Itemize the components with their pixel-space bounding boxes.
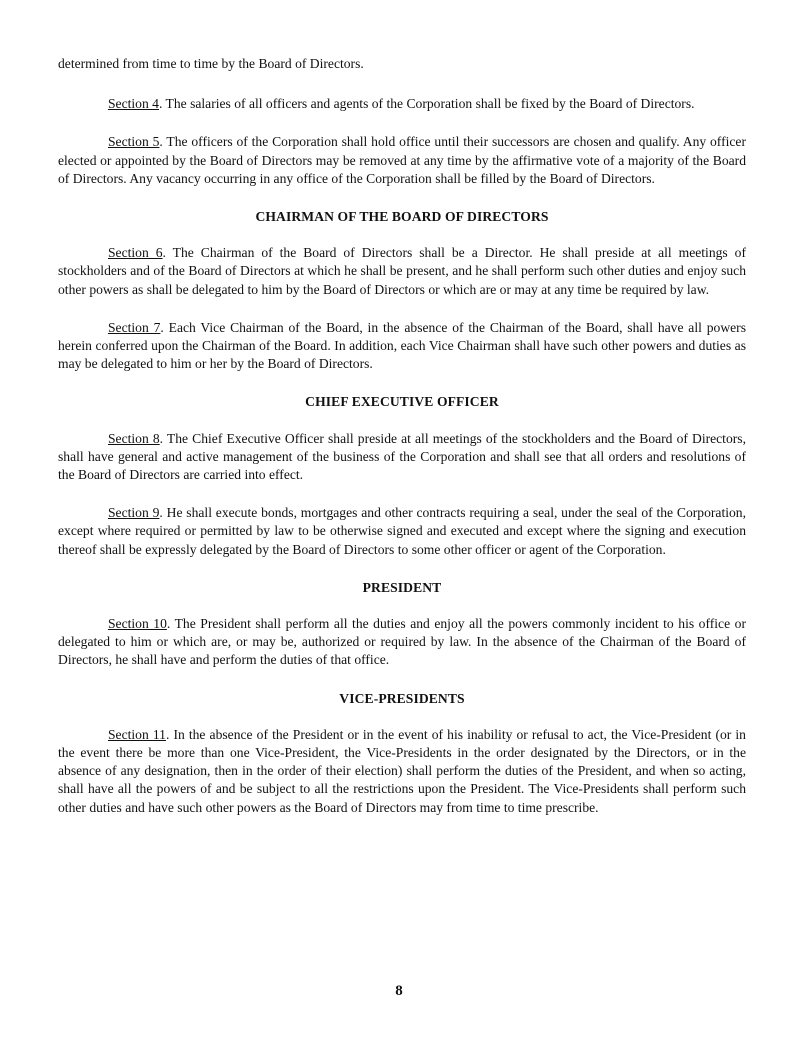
section-9-label: Section 9 <box>108 505 160 521</box>
heading-president: PRESIDENT <box>362 579 442 595</box>
section-11-paragraph <box>58 726 746 817</box>
section-8-text: . The Chief Executive Officer shall preside at all meetings of the stockholders and the Board of Directors, shall have general and active management of the business of the Corporation and shall see that all orders and resolutions of the Board of Directors are carried into effect. <box>58 430 746 483</box>
section-10-paragraph <box>58 615 746 670</box>
section-6-paragraph <box>58 244 746 299</box>
heading-ceo: CHIEF EXECUTIVE OFFICER <box>305 394 499 410</box>
section-9-paragraph <box>58 504 746 559</box>
section-10-label: Section 10 <box>108 616 167 632</box>
section-8-label: Section 8 <box>108 430 160 446</box>
section-4-text: . The salaries of all officers and agents of the Corporation shall be fixed by the Board of Directors. <box>158 96 695 112</box>
section-11-text: . In the absence of the President or in the event of his inability or refusal to act, the Vice-President (or in the event there be more than one Vice-President, the Vice-Presidents in the order designated by the Directors, or in the absence of any designation, then in the order of their election) shall perform the duties of the President, and when so acting, shall have all the powers of and be subject to all the restrictions upon the President. The Vice-Presidents shall perform such other duties and have such other powers as the Board of Directors may from time to time prescribe. <box>58 726 746 815</box>
page-number: 8 <box>395 983 403 999</box>
intro-line: determined from time to time by the Board of Directors. <box>58 56 364 71</box>
section-10-text: . The President shall perform all the duties and enjoy all the powers commonly incident to his office or delegated to him or which are, or may be, authorized or required by law. In the absence of the Chairman of the Board of Directors, he shall have and perform the duties of that office. <box>58 616 746 668</box>
section-6-text: . The Chairman of the Board of Directors shall be a Director. He shall preside at all meetings of stockholders and of the Board of Directors at which he shall be present, and he shall perform such other duties and enjoy such other powers as shall be delegated to him by the Board of Directors or which are or may at any time be required by law. <box>58 245 746 297</box>
section-5-label: Section 5 <box>108 134 160 150</box>
section-6-label: Section 6 <box>108 245 163 261</box>
section-9-text: . He shall execute bonds, mortgages and other contracts requiring a seal, under the seal of the Corporation, except where required or permitted by law to be otherwise signed and executed and except where the signing and execution thereof shall be expressly delegated by the Board of Directors to some other officer or agent of the Corporation. <box>58 505 746 557</box>
document-page <box>58 55 746 837</box>
section-8-paragraph <box>58 430 746 485</box>
heading-vice-presidents: VICE-PRESIDENTS <box>339 690 465 706</box>
section-7-text: . Each Vice Chairman of the Board, in the absence of the Chairman of the Board, shall have all powers herein conferred upon the Chairman of the Board. In addition, each Vice Chairman shall have such other powers and duties as may be delegated to him or her by the Board of Directors. <box>58 319 746 372</box>
section-7-paragraph <box>58 319 746 374</box>
section-4-paragraph <box>58 95 746 113</box>
section-5-text: . The officers of the Corporation shall hold office until their successors are chosen and qualify. Any officer elected or appointed by the Board of Directors may be removed at any time by the affirmative vote of a majority of the Board of Directors. Any vacancy occurring in any office of the Corporation shall be filled by the Board of Directors. <box>58 134 746 186</box>
section-5-paragraph <box>58 133 746 188</box>
heading-chairman: CHAIRMAN OF THE BOARD OF DIRECTORS <box>255 209 549 225</box>
section-7-label: Section 7 <box>108 319 161 335</box>
section-11-label: Section 11 <box>108 726 166 742</box>
section-4-label: Section 4 <box>108 96 159 112</box>
